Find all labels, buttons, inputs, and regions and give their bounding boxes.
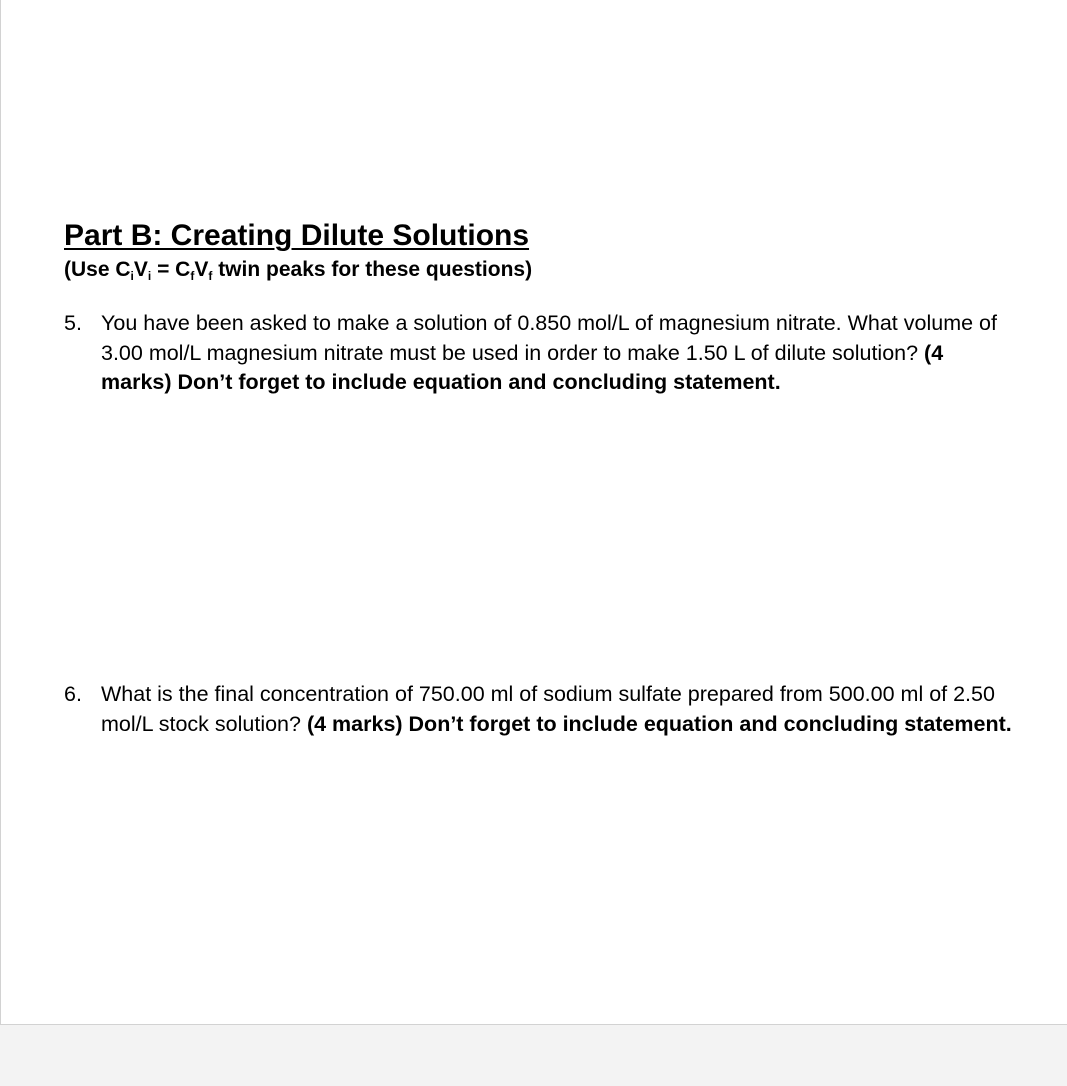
hint-subscript: f <box>190 269 195 283</box>
question-6 <box>64 680 1014 739</box>
formula-hint <box>64 256 532 284</box>
question-5 <box>64 309 1014 398</box>
question-body <box>64 309 1014 398</box>
hint-text: = C <box>151 258 191 281</box>
hint-subscript: i <box>130 269 134 283</box>
question-instruction: (4 marks) Don’t forget to include equation and concluding statement. <box>306 711 1012 736</box>
hint-subscript: i <box>147 269 152 283</box>
hint-text: V <box>194 258 209 281</box>
hint-text-rest: twin peaks for these questions) <box>212 258 533 281</box>
question-number: 6. <box>64 682 82 706</box>
section-heading: Part B: Creating Dilute Solutions <box>64 219 530 252</box>
question-instruction: (4 marks) Don’t forget to include equation and concluding statement. <box>101 340 944 394</box>
hint-text: V <box>133 258 148 281</box>
hint-subscript: f <box>208 269 213 283</box>
question-number: 5. <box>64 311 82 335</box>
question-body <box>64 680 1014 739</box>
hint-text-open: (Use C <box>64 258 131 281</box>
question-text: You have been asked to make a solution of 0.850 mol/L of magnesium nitrate. What volume of 3.00 mol/L magnesium nitrate must be used in order to make 1.50 L of dilute solution? <box>101 311 997 365</box>
question-text: What is the final concentration of 750.00 ml of sodium sulfate prepared from 500.00 ml of 2.50 mol/L stock solution? <box>101 682 995 736</box>
